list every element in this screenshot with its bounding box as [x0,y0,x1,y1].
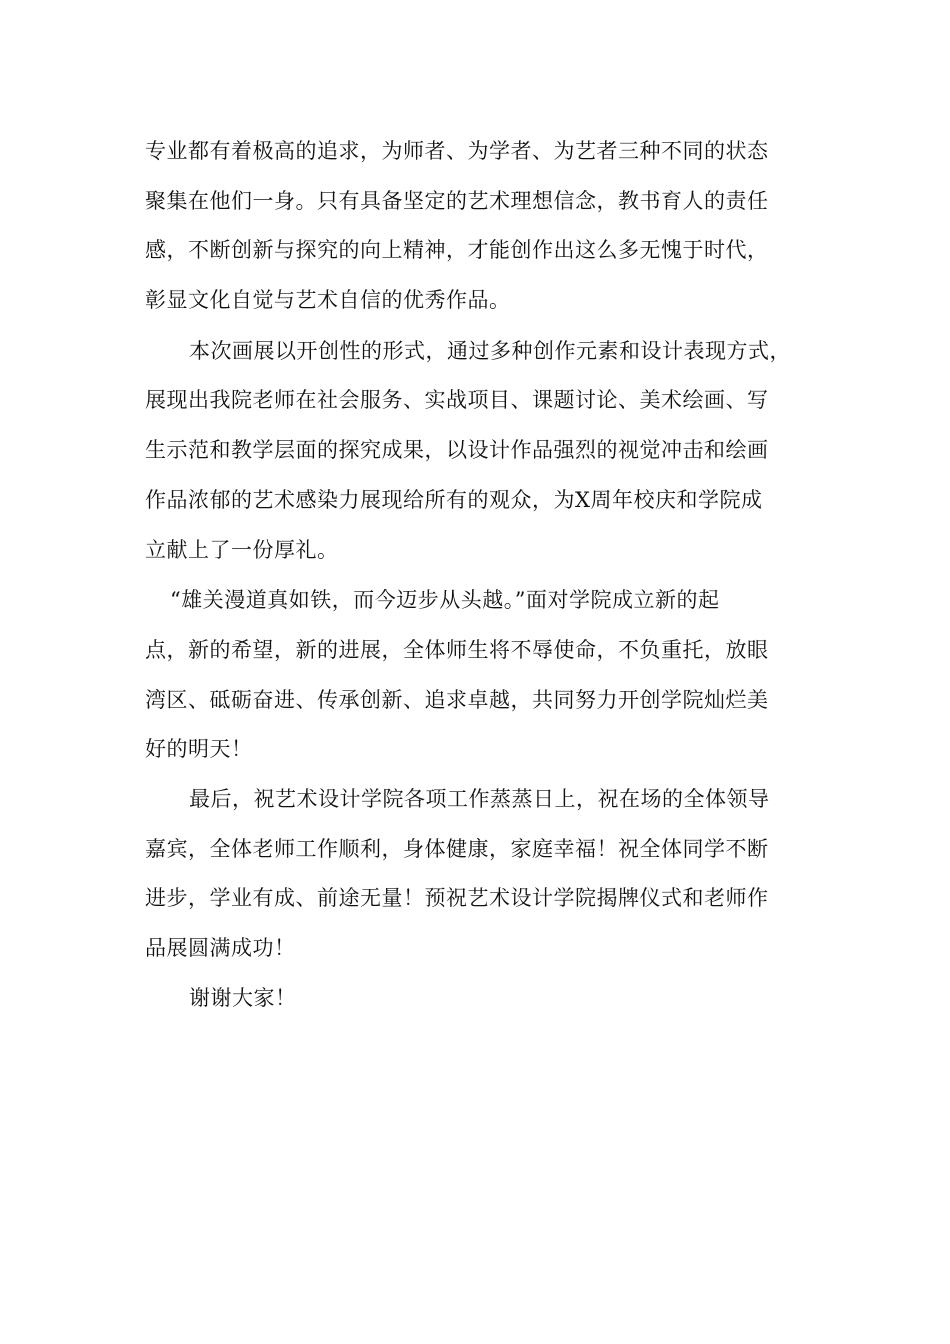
text-line: 进步，学业有成、前途无量！预祝艺术设计学院揭牌仪式和老师作 [145,886,769,910]
text-line: 展现出我院老师在社会服务、实战项目、课题讨论、美术绘画、写 [145,388,769,412]
text-line: 立献上了一份厚礼。 [145,538,339,562]
paragraph-first-line: “雄关漫道真如铁，而今迈步从头越。”面对学院成立新的起 [170,588,720,612]
closing-line: 谢谢大家！ [189,986,297,1010]
paragraph-first-line: 最后，祝艺术设计学院各项工作蒸蒸日上，祝在场的全体领导 [189,787,770,811]
text-line: 品展圆满成功！ [145,936,296,960]
text-line: 生示范和教学层面的探究成果，以设计作品强烈的视觉冲击和绘画 [145,438,769,462]
text-line: 彰显文化自觉与艺术自信的优秀作品。 [145,288,511,312]
text-line: 嘉宾，全体老师工作顺利，身体健康，家庭幸福！祝全体同学不断 [145,837,769,861]
text-line: 专业都有着极高的追求，为师者、为学者、为艺者三种不同的状态 [145,139,769,163]
text-line: 作品浓郁的艺术感染力展现给所有的观众，为X周年校庆和学院成 [145,488,763,512]
paragraph-first-line: 本次画展以开创性的形式，通过多种创作元素和设计表现方式， [189,339,791,363]
text-line: 聚集在他们一身。只有具备坚定的艺术理想信念，教书育人的责任 [145,189,769,213]
text-line: 湾区、砥砺奋进、传承创新、追求卓越，共同努力开创学院灿烂美 [145,688,769,712]
text-line: 好的明天！ [145,737,253,761]
text-line: 点，新的希望，新的进展，全体师生将不辱使命，不负重托，放眼 [145,638,769,662]
text-line: 感，不断创新与探究的向上精神，才能创作出这么多无愧于时代， [145,238,769,262]
